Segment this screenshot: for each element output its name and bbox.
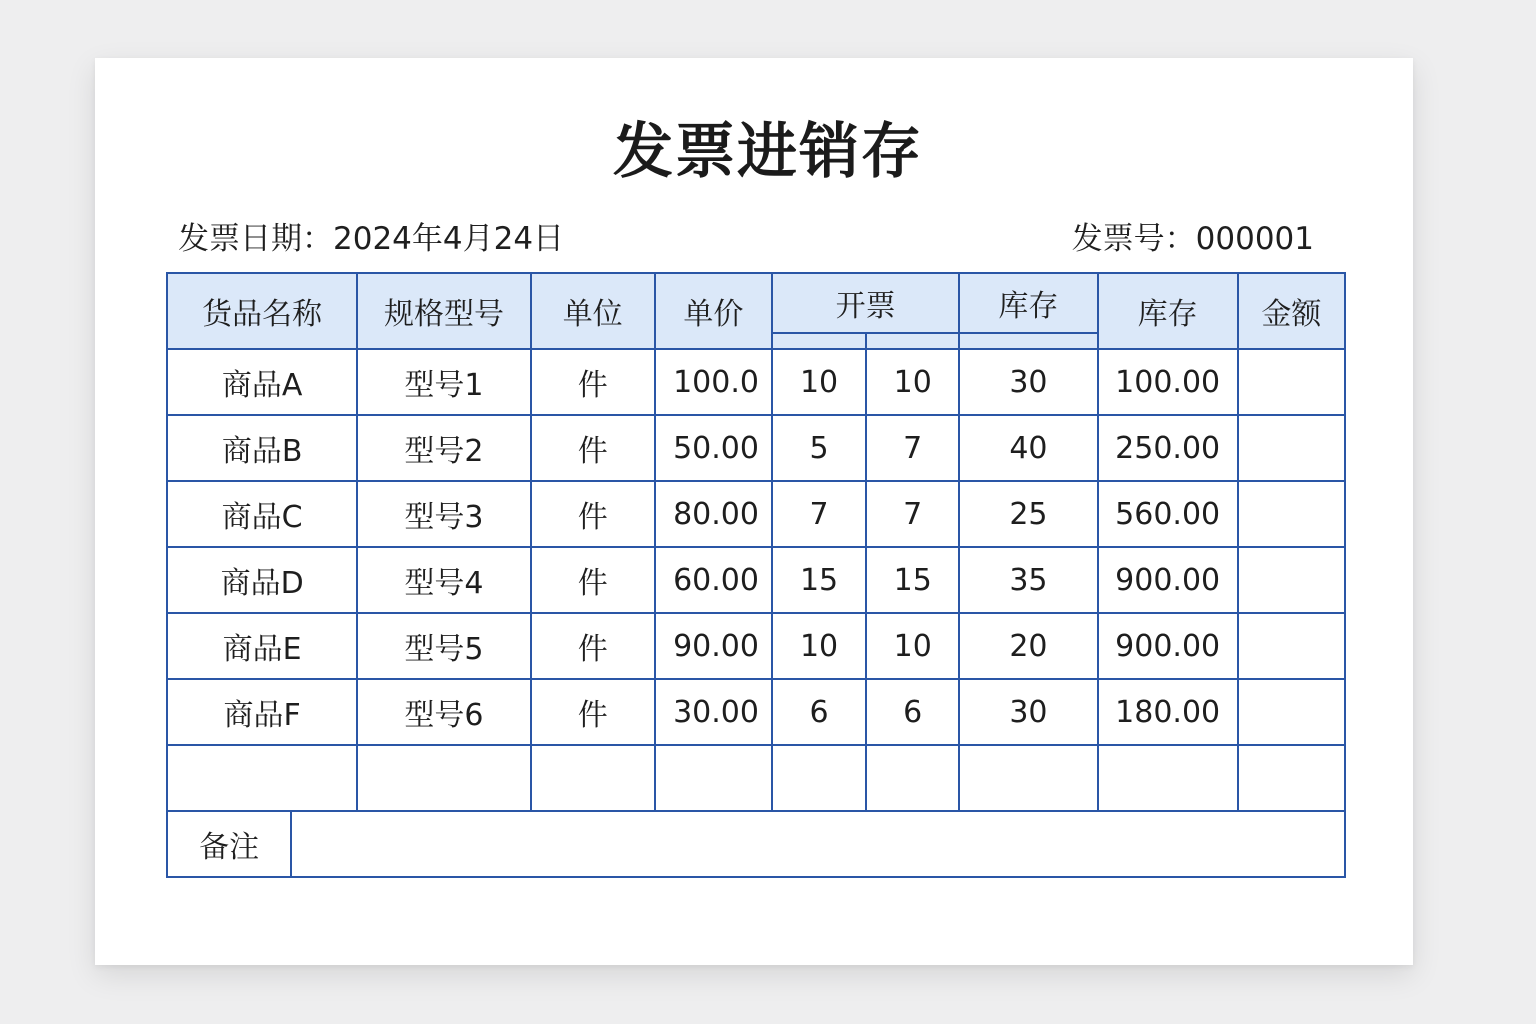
cell-stock-2[interactable]: 250.00 xyxy=(1098,415,1238,481)
cell-invoice-2[interactable]: 7 xyxy=(866,415,959,481)
cell-spec[interactable]: 型号4 xyxy=(357,547,530,613)
cell-stock[interactable]: 30 xyxy=(959,349,1097,415)
empty-cell[interactable] xyxy=(1098,745,1238,811)
page-title: 发票进销存 xyxy=(613,117,923,187)
remark-row xyxy=(167,811,1345,877)
table-row xyxy=(167,481,1345,547)
invoice-number-value: 000001 xyxy=(1195,221,1314,257)
cell-amount[interactable] xyxy=(1238,415,1345,481)
cell-amount[interactable] xyxy=(1238,349,1345,415)
remark-label: 备注 xyxy=(167,811,291,877)
invoice-date xyxy=(178,219,564,259)
cell-invoice-1[interactable]: 7 xyxy=(772,481,866,547)
table-row xyxy=(167,613,1345,679)
cell-invoice-1[interactable]: 5 xyxy=(772,415,866,481)
invoice-date-value: 2024年4月24日 xyxy=(333,221,565,257)
invoice-date-label: 发票日期： xyxy=(178,221,333,257)
cell-spec[interactable]: 型号5 xyxy=(357,613,530,679)
header-invoice-sub-1 xyxy=(772,333,866,349)
table-row-empty xyxy=(167,745,1345,811)
cell-unit[interactable]: 件 xyxy=(531,547,655,613)
empty-cell[interactable] xyxy=(357,745,530,811)
cell-item-name[interactable]: 商品C xyxy=(167,481,357,547)
cell-stock-2[interactable]: 100.00 xyxy=(1098,349,1238,415)
header-amount: 金额 xyxy=(1238,273,1345,349)
cell-spec[interactable]: 型号3 xyxy=(357,481,530,547)
cell-stock[interactable]: 40 xyxy=(959,415,1097,481)
header-invoice: 开票 xyxy=(772,273,959,333)
cell-price[interactable]: 90.00 xyxy=(655,613,772,679)
cell-invoice-2[interactable]: 15 xyxy=(866,547,959,613)
header-unit: 单位 xyxy=(531,273,655,349)
cell-amount[interactable] xyxy=(1238,481,1345,547)
empty-cell[interactable] xyxy=(531,745,655,811)
cell-amount[interactable] xyxy=(1238,679,1345,745)
cell-invoice-1[interactable]: 10 xyxy=(772,613,866,679)
table-row xyxy=(167,679,1345,745)
cell-unit[interactable]: 件 xyxy=(531,415,655,481)
cell-price[interactable]: 60.00 xyxy=(655,547,772,613)
inventory-table xyxy=(166,272,1346,878)
cell-item-name[interactable]: 商品D xyxy=(167,547,357,613)
header-item-name: 货品名称 xyxy=(167,273,357,349)
cell-invoice-2[interactable]: 7 xyxy=(866,481,959,547)
cell-invoice-2[interactable]: 6 xyxy=(866,679,959,745)
cell-price[interactable]: 30.00 xyxy=(655,679,772,745)
table-row xyxy=(167,349,1345,415)
table-row xyxy=(167,547,1345,613)
cell-spec[interactable]: 型号1 xyxy=(357,349,530,415)
cell-item-name[interactable]: 商品F xyxy=(167,679,357,745)
header-spec: 规格型号 xyxy=(357,273,530,349)
cell-item-name[interactable]: 商品A xyxy=(167,349,357,415)
cell-invoice-2[interactable]: 10 xyxy=(866,613,959,679)
cell-unit[interactable]: 件 xyxy=(531,481,655,547)
cell-amount[interactable] xyxy=(1238,613,1345,679)
table-footer xyxy=(167,745,1345,877)
cell-stock-2[interactable]: 900.00 xyxy=(1098,613,1238,679)
empty-cell[interactable] xyxy=(772,745,866,811)
empty-cell[interactable] xyxy=(655,745,772,811)
table-header xyxy=(167,273,1345,349)
cell-stock-2[interactable]: 180.00 xyxy=(1098,679,1238,745)
cell-unit[interactable]: 件 xyxy=(531,679,655,745)
cell-price[interactable]: 100.0 xyxy=(655,349,772,415)
empty-cell[interactable] xyxy=(959,745,1097,811)
cell-item-name[interactable]: 商品B xyxy=(167,415,357,481)
header-stock: 库存 xyxy=(959,273,1097,333)
empty-cell[interactable] xyxy=(1238,745,1345,811)
header-price: 单价 xyxy=(655,273,772,349)
cell-stock[interactable]: 30 xyxy=(959,679,1097,745)
cell-price[interactable]: 50.00 xyxy=(655,415,772,481)
header-stock-2: 库存 xyxy=(1098,273,1238,349)
cell-unit[interactable]: 件 xyxy=(531,613,655,679)
cell-amount[interactable] xyxy=(1238,547,1345,613)
invoice-number-label: 发票号： xyxy=(1071,221,1196,257)
table-body xyxy=(167,349,1345,745)
cell-stock[interactable]: 20 xyxy=(959,613,1097,679)
cell-spec[interactable]: 型号6 xyxy=(357,679,530,745)
remark-field[interactable] xyxy=(291,811,1345,877)
cell-invoice-2[interactable]: 10 xyxy=(866,349,959,415)
invoice-number xyxy=(1072,219,1314,259)
table-row xyxy=(167,415,1345,481)
cell-stock[interactable]: 25 xyxy=(959,481,1097,547)
cell-invoice-1[interactable]: 10 xyxy=(772,349,866,415)
cell-stock-2[interactable]: 560.00 xyxy=(1098,481,1238,547)
cell-spec[interactable]: 型号2 xyxy=(357,415,530,481)
header-invoice-sub-2 xyxy=(866,333,959,349)
cell-invoice-1[interactable]: 15 xyxy=(772,547,866,613)
cell-unit[interactable]: 件 xyxy=(531,349,655,415)
cell-stock[interactable]: 35 xyxy=(959,547,1097,613)
cell-item-name[interactable]: 商品E xyxy=(167,613,357,679)
empty-cell[interactable] xyxy=(866,745,959,811)
header-stock-sub xyxy=(959,333,1097,349)
cell-stock-2[interactable]: 900.00 xyxy=(1098,547,1238,613)
empty-cell[interactable] xyxy=(167,745,357,811)
cell-invoice-1[interactable]: 6 xyxy=(772,679,866,745)
cell-price[interactable]: 80.00 xyxy=(655,481,772,547)
